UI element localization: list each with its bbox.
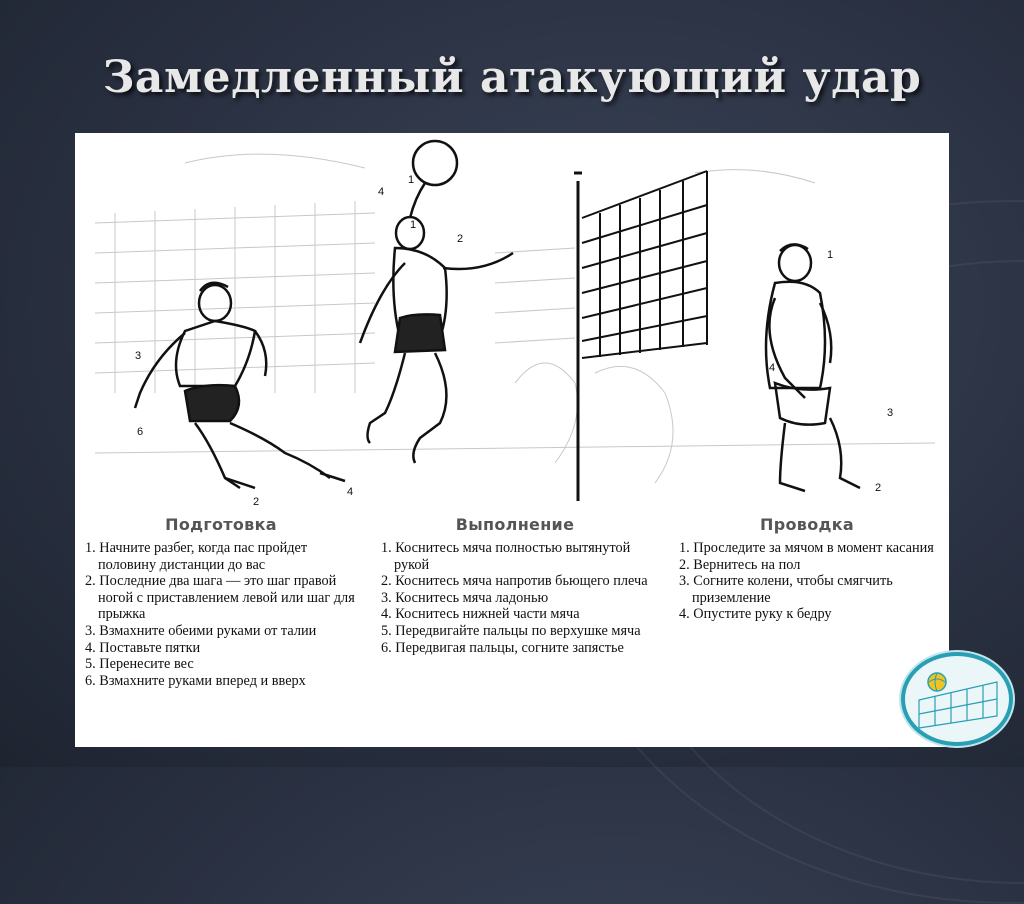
figure-number: 3 — [887, 407, 894, 419]
list-item: 4. Коснитесь нижней части мяча — [381, 606, 580, 623]
figure-number: 1 — [410, 219, 417, 231]
column-preparation — [85, 515, 357, 689]
list-item: 4. Поставьте пятки — [85, 639, 201, 656]
volleyball-illustration — [75, 133, 949, 513]
figure-number: 1 — [408, 174, 415, 186]
figure-number: 2 — [875, 482, 882, 494]
list-item: 1. Проследите за мячом в момент касания — [679, 540, 934, 556]
column-heading: Выполнение — [455, 515, 575, 534]
list-item: 2. Последние два шага — это шаг правой ногой с приставлением левой или шаг для прыжка — [85, 573, 355, 623]
figure-number: 6 — [137, 426, 144, 438]
volleyball-net-icon — [905, 656, 1009, 742]
figure-number: 4 — [378, 186, 385, 198]
content-panel — [75, 133, 949, 747]
slide-title: Замедленный атакующий удар — [102, 52, 922, 103]
list-item: 3. Согните колени, чтобы смягчить приземление — [679, 573, 893, 606]
list-item: 1. Начните разбег, когда пас пройдет половину дистанции до вас — [85, 540, 308, 573]
figure-number: 3 — [135, 350, 142, 362]
player-follow-through — [766, 244, 860, 491]
list-item: 6. Взмахните руками вперед и вверх — [85, 672, 306, 689]
list-item: 5. Передвигайте пальцы по верхушке мяча — [381, 622, 641, 639]
volleyball-logo — [901, 652, 1013, 746]
column-execution — [381, 515, 649, 656]
list-item: 2. Коснитесь мяча напротив бьющего плеча — [381, 573, 648, 590]
list-item: 3. Взмахните обеими руками от талии — [85, 622, 317, 639]
column-follow-through — [679, 515, 935, 623]
figure-number: 4 — [769, 362, 776, 374]
player-preparation — [135, 283, 345, 488]
list-item: 3. Коснитесь мяча ладонью — [381, 589, 549, 606]
figure-number: 2 — [253, 496, 260, 508]
list-item: 1. Коснитесь мяча полностью вытянутой рукой — [381, 540, 631, 573]
column-heading: Подготовка — [165, 515, 277, 534]
list-item: 2. Вернитесь на пол — [679, 556, 801, 573]
figure-number: 1 — [827, 249, 834, 261]
list-item: 4. Опустите руку к бедру — [679, 606, 832, 623]
figure-number: 2 — [457, 233, 464, 245]
column-heading: Проводка — [760, 515, 854, 534]
figure-number: 4 — [347, 486, 354, 498]
list-item: 6. Передвигая пальцы, согните запястье — [381, 639, 624, 656]
list-item: 5. Перенесите вес — [85, 656, 194, 673]
